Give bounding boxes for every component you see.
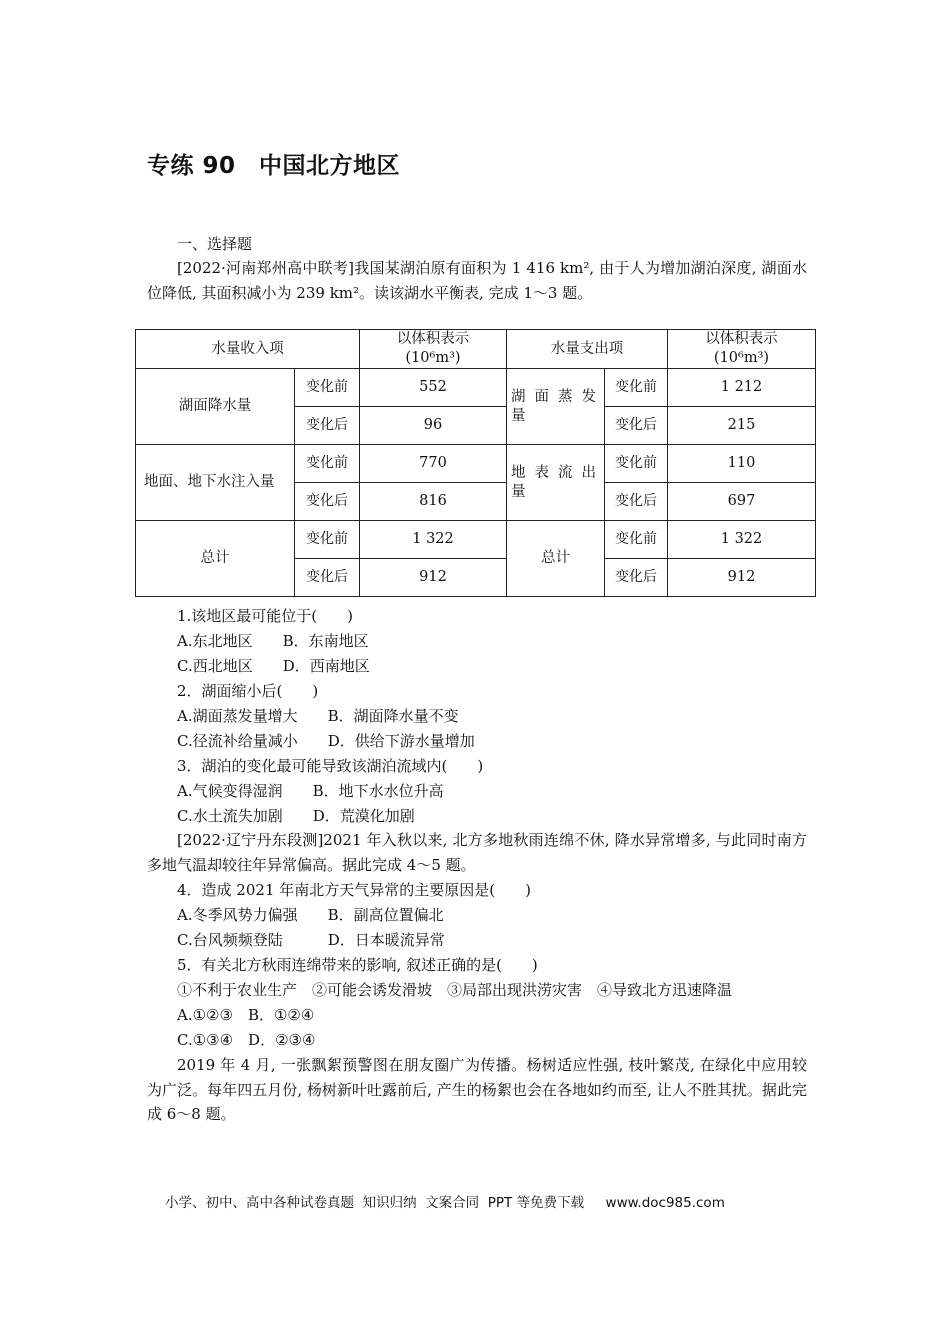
table-header-row xyxy=(136,330,816,369)
intro-paragraph-2: [2022·辽宁丹东段测]2021 年入秋以来, 北方多地秋雨连绵不休, 降水异常增多, 与此同时南方多地气温却较往年异常偏高。据此完成 4～5 题。 xyxy=(147,831,807,874)
after-label: 变化后 xyxy=(295,407,360,445)
out-before-value: 1 212 xyxy=(668,369,816,407)
in-after-value: 96 xyxy=(360,407,507,445)
question-1-options-ab: A.东北地区 B．东南地区 xyxy=(177,632,369,650)
question-3-options-cd: C.水土流失加剧 D．荒漠化加剧 xyxy=(177,807,415,825)
header-volume-unit: (10⁶m³) xyxy=(713,350,770,366)
out-after-value: 697 xyxy=(668,483,816,521)
before-label: 变化前 xyxy=(605,445,668,483)
footer-text: 小学、初中、高中各种试卷真题 知识归纳 文案合同 PPT 等免费下载 www.doc985.com xyxy=(165,1195,725,1211)
question-4-options-ab: A.冬季风势力偏强 B．副高位置偏北 xyxy=(177,906,444,924)
question-5-options-ab: A.①②③ B．①②④ xyxy=(177,1006,315,1024)
question-4-options-cd: C.台风频频登陆 D．日本暖流异常 xyxy=(177,931,445,949)
intro-paragraph-1: [2022·河南郑州高中联考]我国某湖泊原有面积为 1 416 km², 由于人为增加湖泊深度, 湖面水位降低, 其面积减小为 239 km²。读该湖水平衡表, 完成 1～3 题。 xyxy=(147,259,807,302)
after-label: 变化后 xyxy=(295,483,360,521)
out-item: 地表流出量 xyxy=(507,445,605,521)
in-before-value: 770 xyxy=(360,445,507,483)
table-row xyxy=(136,521,816,559)
in-before-value: 1 322 xyxy=(360,521,507,559)
out-after-value: 912 xyxy=(668,559,816,597)
intro-paragraph-3: 2019 年 4 月, 一张飘絮预警图在朋友圈广为传播。杨树适应性强, 枝叶繁茂, 在绿化中应用较为广泛。每年四五月份, 杨树新叶吐露前后, 产生的杨絮也会在各地如约而至, 让人不胜其扰。据此完成 6～8 题。 xyxy=(147,1056,807,1123)
before-label: 变化前 xyxy=(295,521,360,559)
question-1: 1.该地区最可能位于( ) xyxy=(177,607,354,625)
table-row xyxy=(136,369,816,407)
before-label: 变化前 xyxy=(605,369,668,407)
lake-water-balance-table xyxy=(135,329,816,597)
out-item: 湖面蒸发量 xyxy=(507,369,605,445)
table-row xyxy=(136,445,816,483)
in-after-value: 816 xyxy=(360,483,507,521)
header-expense: 水量支出项 xyxy=(507,330,668,369)
header-income: 水量收入项 xyxy=(136,330,360,369)
in-item: 总计 xyxy=(136,521,295,597)
header-volume-in xyxy=(360,330,507,369)
after-label: 变化后 xyxy=(605,559,668,597)
question-5-options-cd: C.①③④ D．②③④ xyxy=(177,1031,316,1049)
header-volume-out xyxy=(668,330,816,369)
question-2-options-cd: C.径流补给量减小 D．供给下游水量增加 xyxy=(177,732,475,750)
question-5-statements: ①不利于农业生产 ②可能会诱发滑坡 ③局部出现洪涝灾害 ④导致北方迅速降温 xyxy=(177,981,733,999)
question-4: 4．造成 2021 年南北方天气异常的主要原因是( ) xyxy=(177,881,531,899)
question-5: 5．有关北方秋雨连绵带来的影响, 叙述正确的是( ) xyxy=(177,956,538,974)
out-after-value: 215 xyxy=(668,407,816,445)
question-3: 3．湖泊的变化最可能导致该湖泊流域内( ) xyxy=(177,757,484,775)
before-label: 变化前 xyxy=(295,445,360,483)
after-label: 变化后 xyxy=(605,407,668,445)
in-item: 地面、地下水注入量 xyxy=(136,445,295,521)
out-before-value: 110 xyxy=(668,445,816,483)
after-label: 变化后 xyxy=(295,559,360,597)
question-1-options-cd: C.西北地区 D．西南地区 xyxy=(177,657,370,675)
out-before-value: 1 322 xyxy=(668,521,816,559)
header-volume-unit: (10⁶m³) xyxy=(405,350,461,366)
section-heading: 一、选择题 xyxy=(177,235,253,253)
header-volume-label: 以体积表示 xyxy=(396,331,470,347)
before-label: 变化前 xyxy=(605,521,668,559)
question-3-options-ab: A.气候变得湿润 B．地下水水位升高 xyxy=(177,782,444,800)
after-label: 变化后 xyxy=(605,483,668,521)
in-before-value: 552 xyxy=(360,369,507,407)
in-after-value: 912 xyxy=(360,559,507,597)
in-item: 湖面降水量 xyxy=(136,369,295,445)
header-volume-label: 以体积表示 xyxy=(705,331,778,347)
question-2-options-ab: A.湖面蒸发量增大 B．湖面降水量不变 xyxy=(177,707,459,725)
before-label: 变化前 xyxy=(295,369,360,407)
question-2: 2．湖面缩小后( ) xyxy=(177,682,319,700)
out-item: 总计 xyxy=(507,521,605,597)
page-title: 专练 90 中国北方地区 xyxy=(147,153,401,179)
